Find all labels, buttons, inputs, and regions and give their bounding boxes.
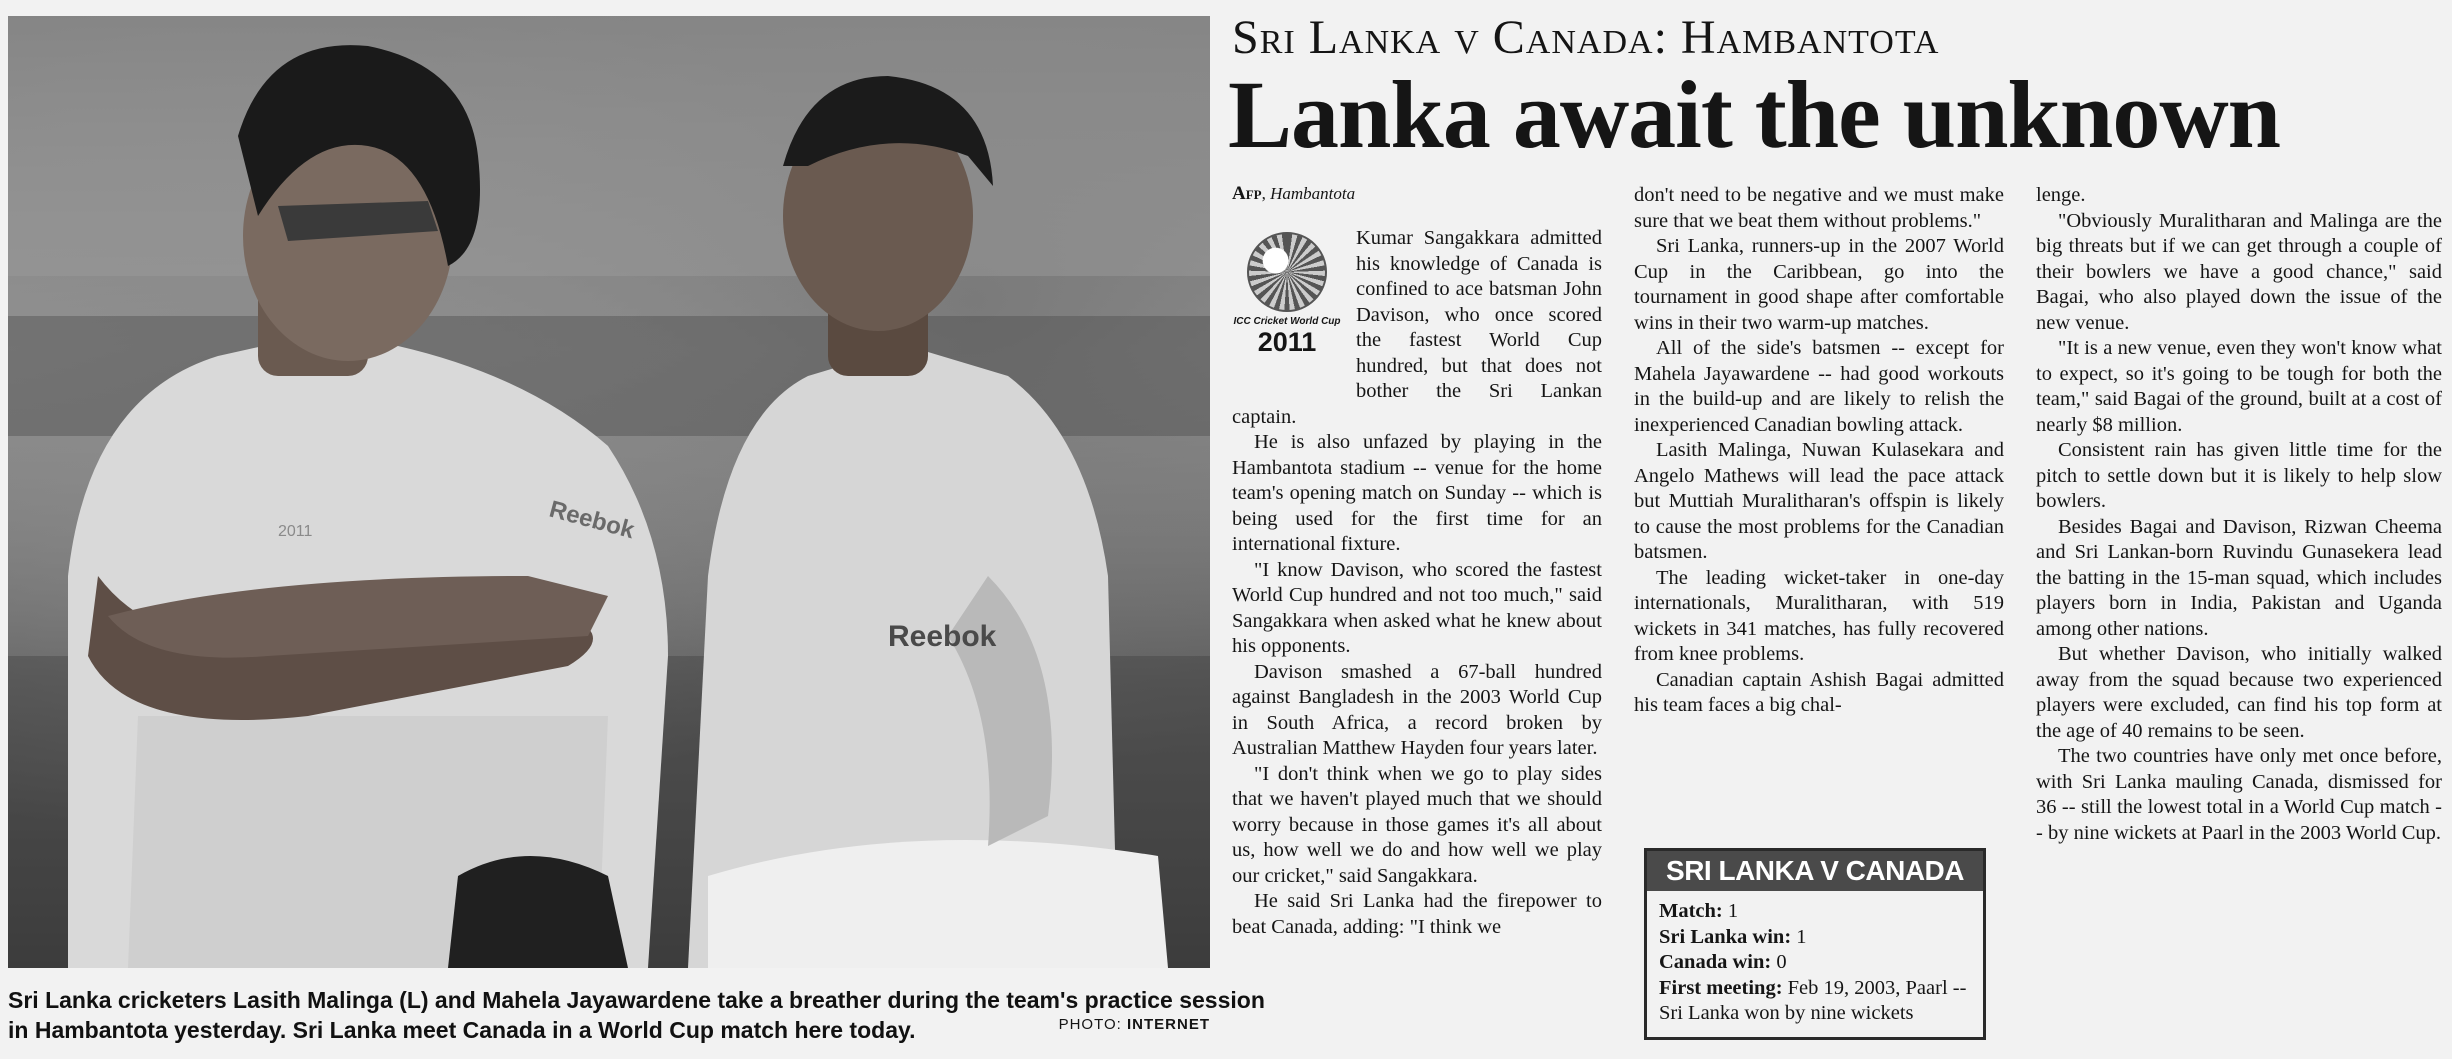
fact-row-first-meeting: First meeting: Feb 19, 2003, Paarl --: [1659, 976, 1967, 999]
byline-source: Afp: [1232, 183, 1262, 204]
jersey-year: 2011: [278, 523, 313, 540]
news-photo: [8, 16, 1210, 968]
logo-year: 2011: [1257, 327, 1317, 357]
byline-place: Hambantota: [1270, 184, 1356, 203]
fact-box-title: SRI LANKA V CANADA: [1647, 851, 1983, 891]
paragraph: Consistent rain has given little time for the pitch to settle down but it is likely to help slow bowlers.: [2036, 439, 2442, 512]
fact-box-body: [1647, 891, 1983, 1027]
credit-label: PHOTO:: [1058, 1016, 1122, 1033]
photo-credit: [1059, 1016, 1210, 1033]
article-kicker: Sri Lanka v Canada: Hambantota: [1232, 11, 1940, 64]
paragraph: Davison smashed a 67-ball hundred against Bangladesh in the 2003 World Cup in South Africa, a record broken by Australian Matthew Hayden four years later.: [1232, 660, 1602, 759]
article-column-2: [1634, 183, 2004, 719]
paragraph: Canadian captain Ashish Bagai admitted his team faces a big chal-: [1634, 668, 2004, 716]
paragraph: "It is a new venue, even they won't know what to expect, so it's going to be tough for both the team," said Bagai of the ground, built at a cost of nearly $8 million.: [2036, 337, 2442, 436]
paragraph: But whether Davison, who initially walked away from the squad because two experienced players were excluded, can find his top form at the age of 40 remains to be seen.: [2036, 643, 2442, 742]
paragraph: Sri Lanka, runners-up in the 2007 World Cup in the Caribbean, go into the tournament in good shape after comfortable wins in their two warm-up matches.: [1634, 235, 2004, 334]
byline: Afp, Hambantota: [1232, 183, 1356, 204]
paragraph: lenge.: [2036, 184, 2086, 206]
logo-text: ICC Cricket World Cup: [1233, 316, 1341, 327]
paragraph: "Obviously Muralitharan and Malinga are the big threats but if we can get through a couple of their bowlers we have a good chance," said Bagai, who also played down the issue of the new venue.: [2036, 209, 2442, 334]
fact-row-sri-lanka-wins: Sri Lanka win: 1: [1659, 925, 1807, 948]
article-headline: Lanka await the unknown: [1228, 61, 2281, 168]
paragraph: "I know Davison, who scored the fastest World Cup hundred and not too much," said Sangakkara when asked what he knew about his opponents.: [1232, 558, 1602, 657]
jersey-logo-right: Reebok: [888, 620, 997, 653]
fact-row-result: Sri Lanka won by nine wickets: [1659, 1002, 1914, 1024]
paragraph: Kumar Sangakkara admitted his knowledge of Canada is confined to ace batsman John Davison, who once scored the fastest World Cup hundred, but that does not bother the Sri Lankan captain.: [1232, 227, 1602, 428]
paragraph: He is also unfazed by playing in the Hambantota stadium -- venue for the home team's opening match on Sunday -- which is being used for the first time for an international fixture.: [1232, 431, 1602, 555]
paragraph: Lasith Malinga, Nuwan Kulasekara and Angelo Mathews will lead the pace attack but Muttiah Muralitharan's offspin is likely to cause the most problems for the Canadian batsmen.: [1634, 439, 2004, 563]
paragraph: The two countries have only met once before, with Sri Lanka mauling Canada, dismissed for 36 -- still the lowest total in a World Cup match -- by nine wickets at Paarl in the 2003 World Cup.: [2036, 745, 2442, 844]
paragraph: All of the side's batsmen -- except for Mahela Jayawardene -- had good workouts in the build-up and are likely to relish the inexperienced Canadian bowling attack.: [1634, 337, 2004, 436]
article-column-1: [1232, 226, 1602, 940]
paragraph: The leading wicket-taker in one-day internationals, Muralitharan, with 519 wickets in 341 matches, has fully recovered from knee problems.: [1634, 566, 2004, 665]
fact-row-match: Match: 1: [1659, 900, 1739, 922]
fact-row-canada-wins: Canada win: 0: [1659, 951, 1787, 973]
paragraph: Besides Bagai and Davison, Rizwan Cheema and Sri Lankan-born Ruvindu Gunasekera lead the batting in the 15-man squad, which includes players born in India, Pakistan and Uganda among other nations.: [2036, 515, 2442, 640]
helmet-shape: [448, 856, 628, 968]
article-column-3: [2036, 183, 2442, 846]
cricket-ball-icon: [1247, 232, 1327, 312]
fact-box: [1644, 848, 1986, 1040]
photo-illustration: [8, 16, 1210, 968]
credit-source: INTERNET: [1127, 1016, 1210, 1033]
paragraph: don't need to be negative and we must make sure that we beat them without problems.": [1634, 184, 2004, 232]
jersey-logo-left: Reebok: [546, 495, 638, 545]
caption-line-2: in Hambantota yesterday. Sri Lanka meet Canada in a World Cup match here today.: [8, 1017, 916, 1043]
paragraph: "I don't think when we go to play sides that we haven't played much that we should worry because in those games it's all about us, how well we do and how well we play our cricket," said Sangakkara.: [1232, 762, 1602, 887]
photo-caption: [8, 985, 1265, 1045]
caption-line-1: Sri Lanka cricketers Lasith Malinga (L) and Mahela Jayawardene take a breather during the team's practice session: [8, 987, 1265, 1013]
world-cup-logo: [1232, 230, 1342, 380]
paragraph: He said Sri Lanka had the firepower to beat Canada, adding: "I think we: [1232, 890, 1602, 938]
